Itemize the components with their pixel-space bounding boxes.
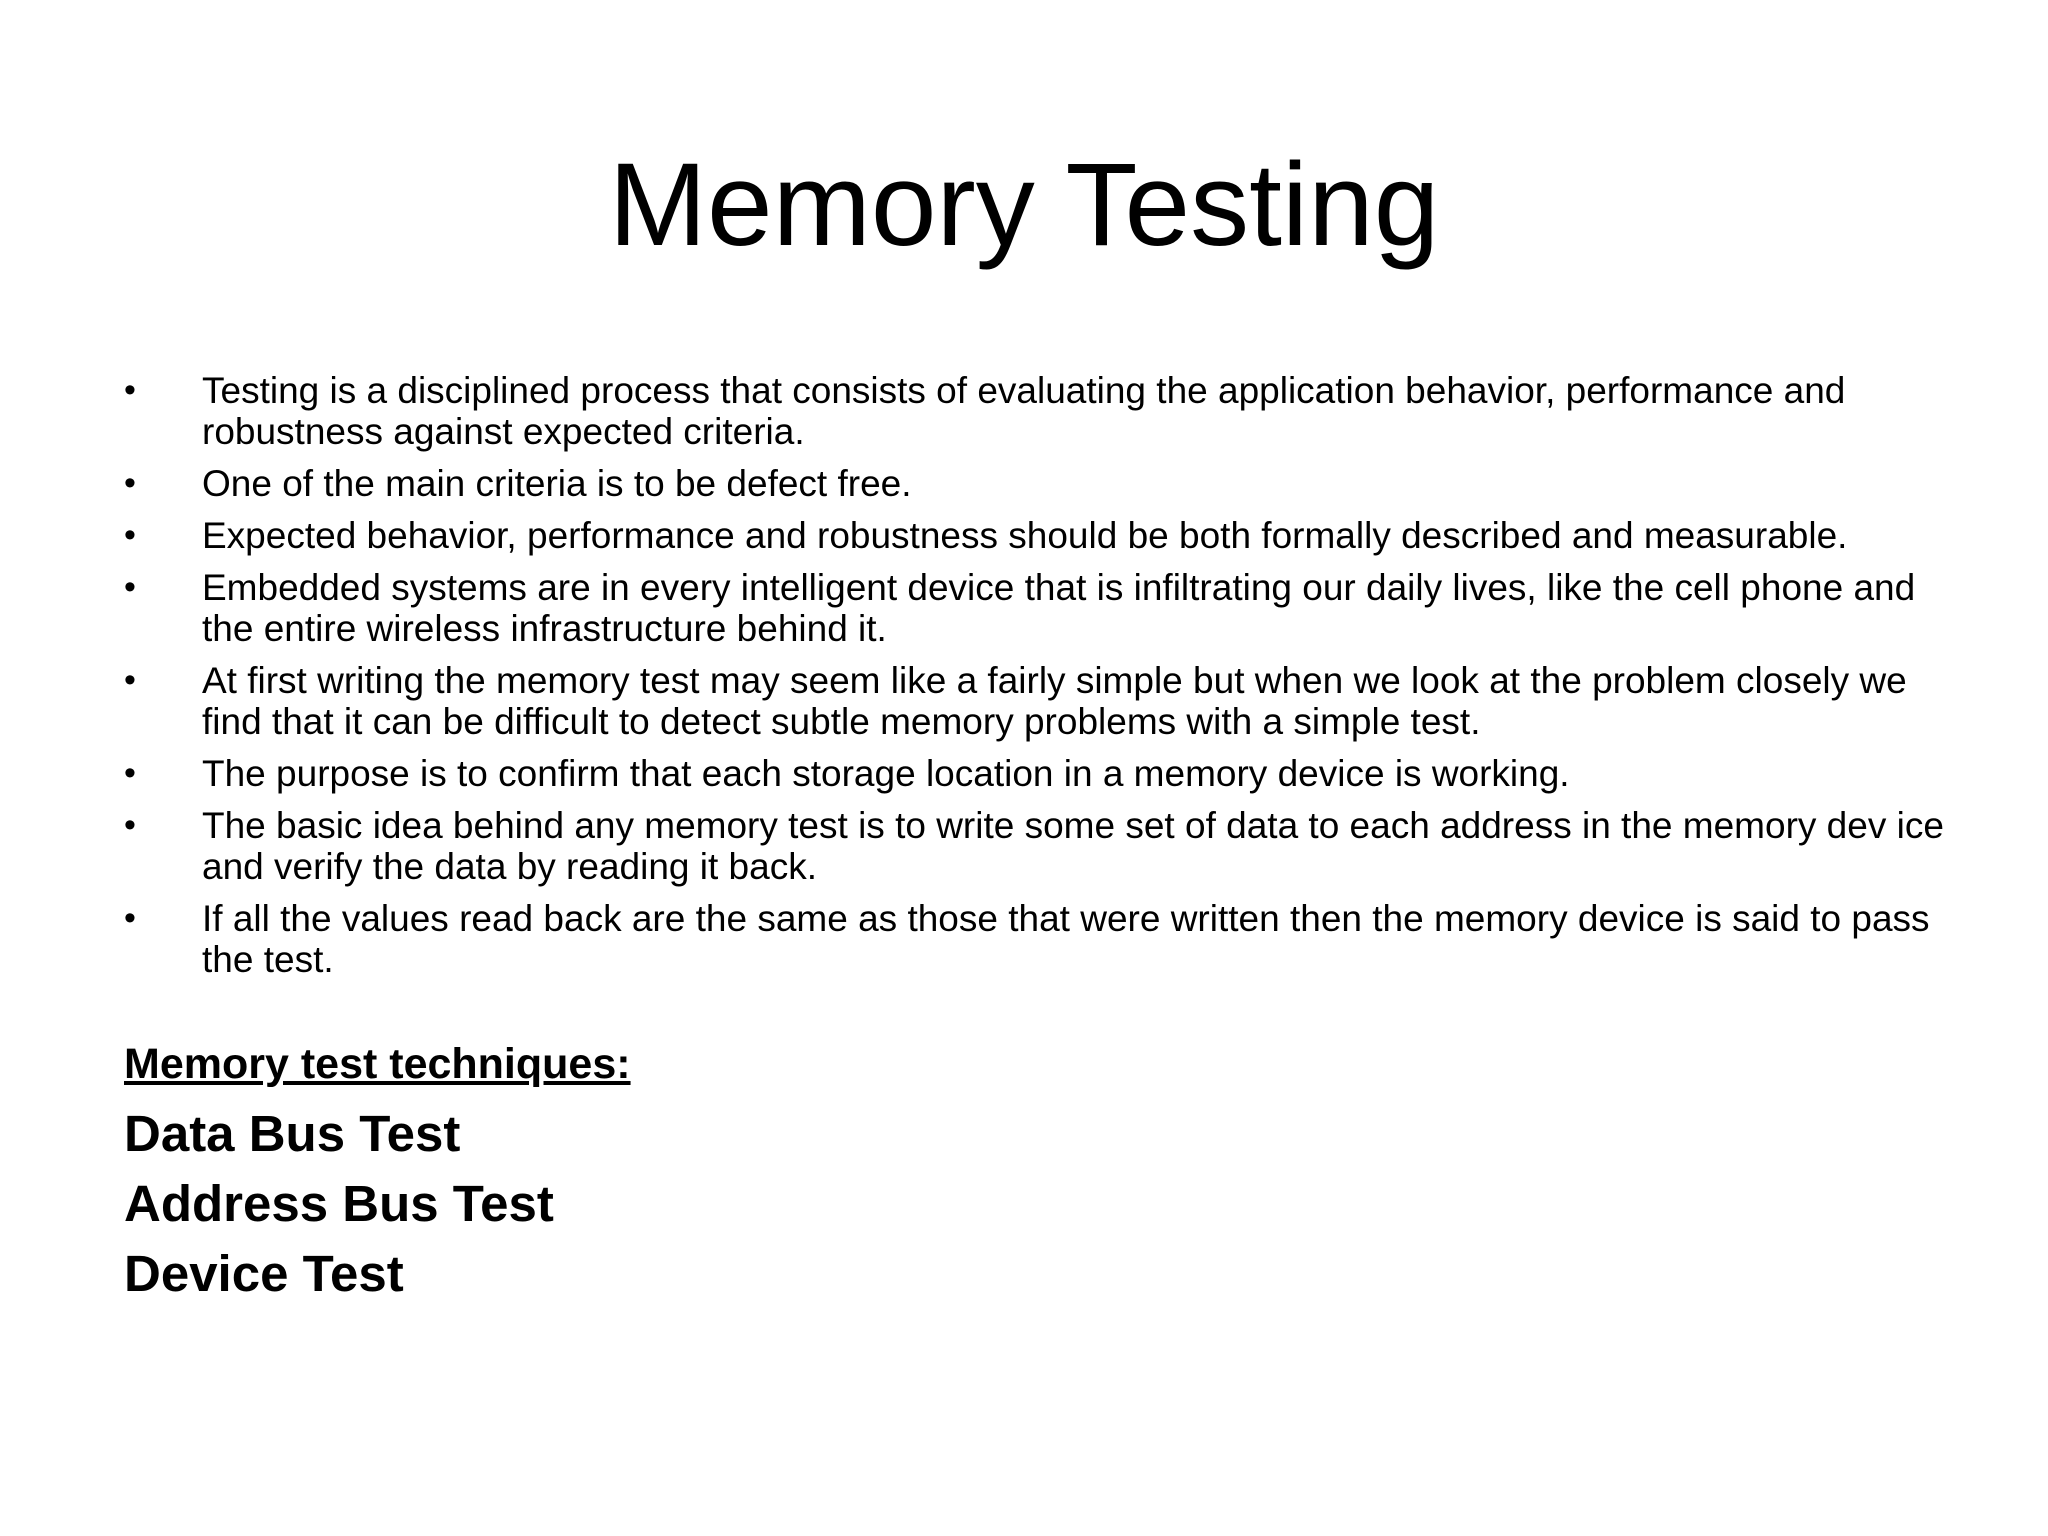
slide-title: Memory Testing bbox=[608, 139, 1440, 271]
bullet-item bbox=[124, 753, 1954, 794]
bullet-icon: • bbox=[124, 568, 136, 606]
bullet-item bbox=[124, 370, 1954, 452]
bullet-icon: • bbox=[124, 806, 136, 844]
bullet-item bbox=[124, 660, 1954, 742]
techniques-heading: Memory test techniques: bbox=[124, 1040, 631, 1088]
bullet-item bbox=[124, 463, 1954, 504]
bullet-item bbox=[124, 515, 1954, 556]
bullet-icon: • bbox=[124, 516, 136, 554]
bullet-text: The basic idea behind any memory test is to write some set of data to each address in the memory dev ice and verify the data by reading it back. bbox=[202, 805, 1944, 887]
bullet-item bbox=[124, 567, 1954, 649]
technique-device-test: Device Test bbox=[124, 1245, 404, 1302]
technique-address-bus-test: Address Bus Test bbox=[124, 1175, 554, 1232]
bullet-icon: • bbox=[124, 661, 136, 699]
bullet-text: Embedded systems are in every intelligent device that is infiltrating our daily lives, like the cell phone and the entire wireless infrastructure behind it. bbox=[202, 567, 1916, 649]
bullet-list bbox=[124, 370, 1954, 991]
bullet-text: If all the values read back are the same as those that were written then the memory device is said to pass the test. bbox=[202, 898, 1930, 980]
bullet-text: Testing is a disciplined process that consists of evaluating the application behavior, performance and robustness against expected criteria. bbox=[202, 370, 1846, 452]
bullet-icon: • bbox=[124, 464, 136, 502]
bullet-icon: • bbox=[124, 754, 136, 792]
bullet-text: At first writing the memory test may seem like a fairly simple but when we look at the problem closely we find that it can be difficult to detect subtle memory problems with a simple test. bbox=[202, 660, 1907, 742]
technique-data-bus-test: Data Bus Test bbox=[124, 1105, 461, 1162]
techniques-section bbox=[124, 1035, 1924, 1309]
bullet-item bbox=[124, 805, 1954, 887]
bullet-text: Expected behavior, performance and robustness should be both formally described and measurable. bbox=[202, 515, 1848, 556]
bullet-icon: • bbox=[124, 371, 136, 409]
bullet-item bbox=[124, 898, 1954, 980]
bullet-icon: • bbox=[124, 899, 136, 937]
bullet-text: The purpose is to confirm that each storage location in a memory device is working. bbox=[202, 753, 1570, 794]
bullet-text: One of the main criteria is to be defect free. bbox=[202, 463, 912, 504]
